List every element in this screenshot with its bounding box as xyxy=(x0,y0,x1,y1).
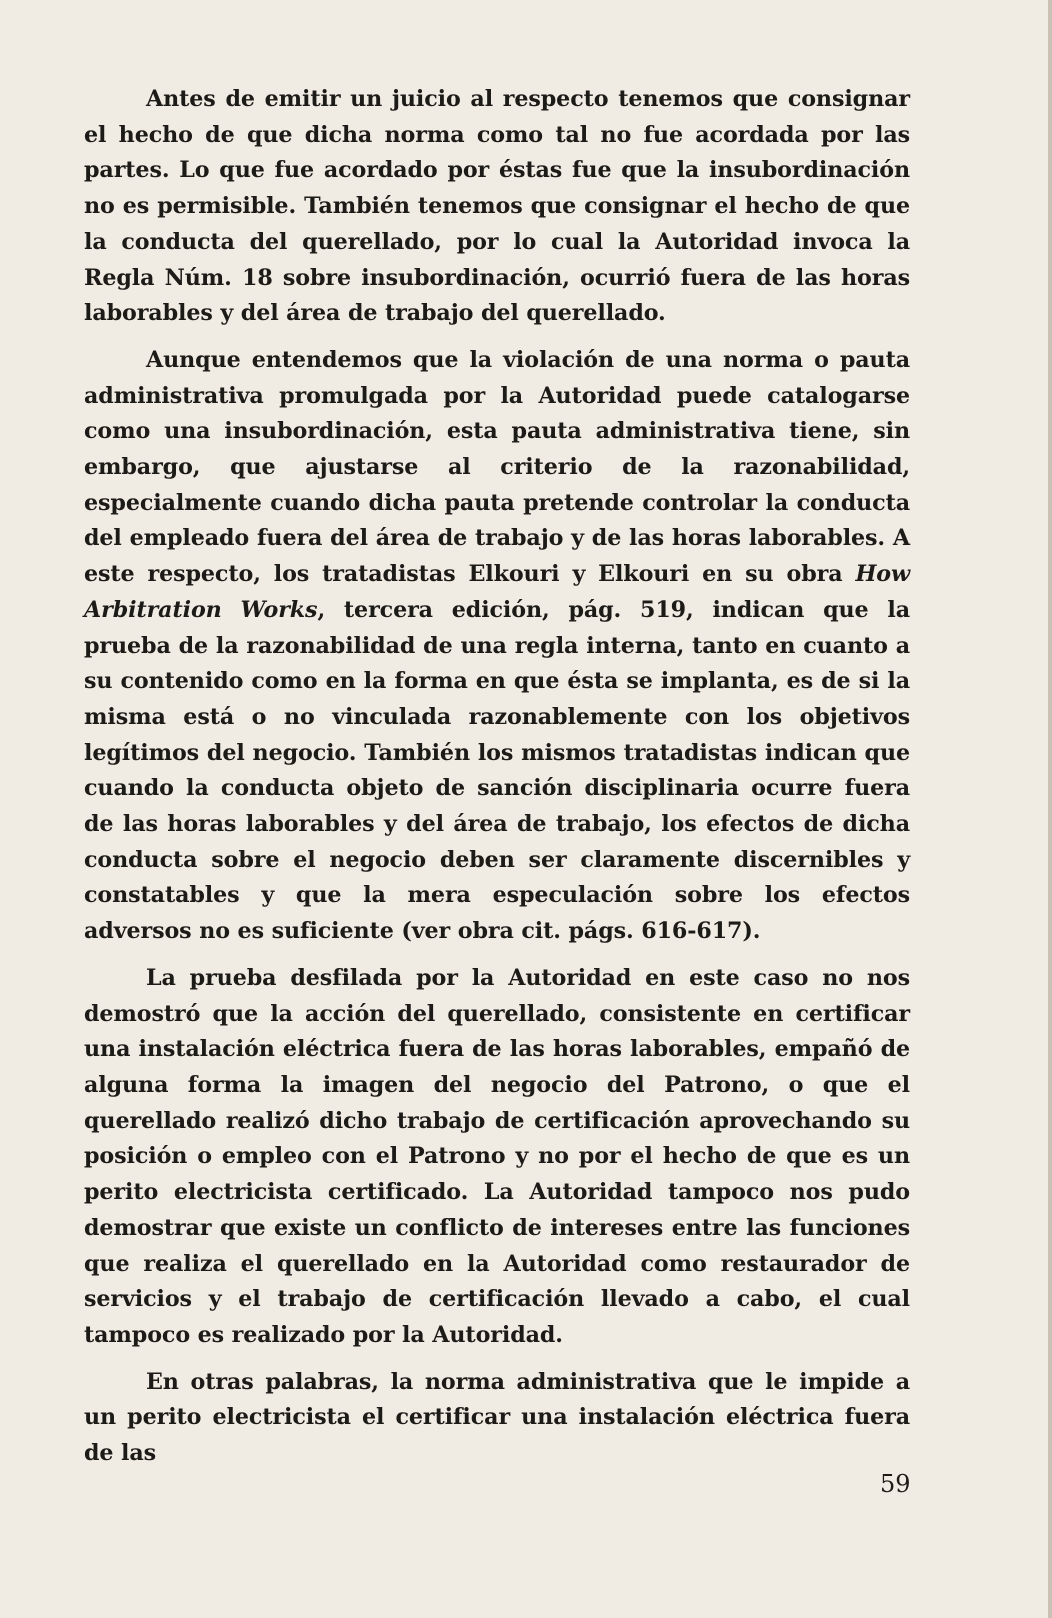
paragraph-2 xyxy=(84,343,910,950)
paragraph-2-text-start: Aunque entendemos que la violación de una norma o pauta administrativa promulgada por la Autoridad puede catalogarse como una insubordinación, esta pauta administrativa tiene, sin embargo, que ajustarse al criterio de la razonabilidad, especialmente cuando dicha pauta pretende controlar la conducta del empleado fuera del área de trabajo y de las horas laborables. A este respecto, los tratadistas Elkouri y Elkouri en su obra xyxy=(84,346,910,588)
body-text xyxy=(84,82,910,1483)
page-edge xyxy=(1048,0,1052,1618)
page-number: 59 xyxy=(880,1470,911,1498)
book-title: How Arbitration Works xyxy=(84,561,910,623)
paragraph-3: La prueba desfilada por la Autoridad en este caso no nos demostró que la acción del querellado, consistente en certificar una instalación eléctrica fuera de las horas laborables, empañó de alguna forma la imagen del negocio del Patrono, o que el querellado realizó dicho trabajo de certificación aprovechando su posición o empleo con el Patrono y no por el hecho de que es un perito electricista certificado. La Autoridad tampoco nos pudo demostrar que existe un conflicto de intereses entre las funciones que realiza el querellado en la Autoridad como restaurador de servicios y el trabajo de certificación llevado a cabo, el cual tampoco es realizado por la Autoridad. xyxy=(84,964,910,1348)
paragraph-1: Antes de emitir un juicio al respecto tenemos que consignar el hecho de que dicha norma como tal no fue acordada por las partes. Lo que fue acordado por éstas fue que la insubordinación no es permisible. También tenemos que consignar el hecho de que la conducta del querellado, por lo cual la Autoridad invoca la Regla Núm. 18 sobre insubordinación, ocurrió fuera de las horas laborables y del área de trabajo del querellado. xyxy=(84,86,910,327)
paragraph-4: En otras palabras, la norma administrativa que le impide a un perito electricista el certificar una instalación eléctrica fuera de las xyxy=(84,1368,910,1467)
paragraph-2-text-end: , tercera edición, pág. 519, indican que la prueba de la razonabilidad de una regla interna, tanto en cuanto a su contenido como en la forma en que ésta se implanta, es de si la misma está o no vinculada razonablemente con los objetivos legítimos del negocio. También los mismos tratadistas indican que cuando la conducta objeto de sanción disciplinaria ocurre fuera de las horas laborables y del área de trabajo, los efectos de dicha conducta sobre el negocio deben ser claramente discernibles y constatables y que la mera especulación sobre los efectos adversos no es suficiente (ver obra cit. págs. 616-617). xyxy=(84,596,910,945)
